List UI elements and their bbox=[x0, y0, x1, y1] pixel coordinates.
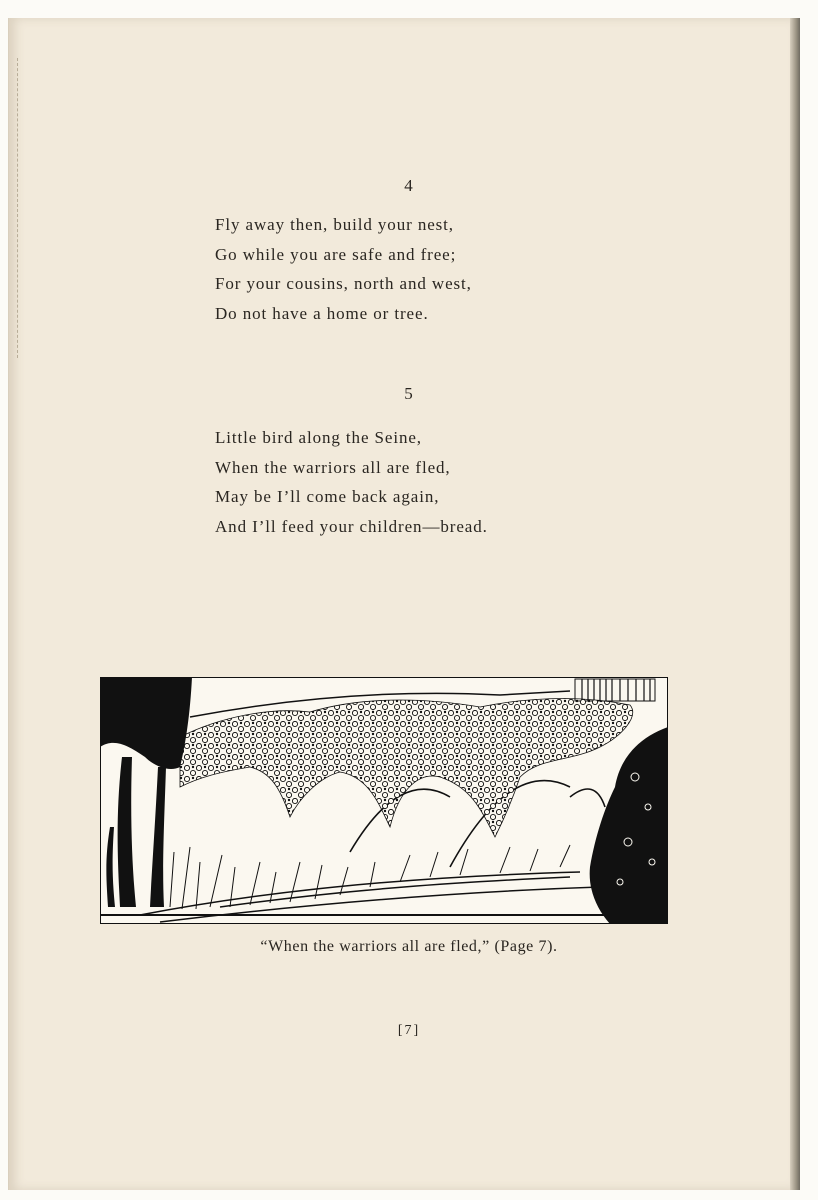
illustration-caption: “When the warriors all are fled,” (Page 7). bbox=[260, 938, 558, 955]
stanza-5 bbox=[215, 423, 488, 541]
spine-stitching bbox=[17, 58, 20, 358]
verse-line: When the warriors all are fled, bbox=[215, 457, 451, 477]
stanza-number: 4 bbox=[404, 176, 414, 195]
verse-line: May be I’ll come back again, bbox=[215, 487, 440, 506]
verse-line: Go while you are safe and free; bbox=[215, 244, 457, 264]
stanza-4 bbox=[215, 210, 472, 328]
verse-line: And I’ll feed your children—bread. bbox=[215, 516, 488, 536]
verse-line: Do not have a home or tree. bbox=[215, 303, 429, 323]
verse-line: For your cousins, north and west, bbox=[215, 274, 472, 293]
stanza-number: 5 bbox=[404, 384, 414, 403]
illustration-bridge-landscape bbox=[100, 677, 668, 924]
verse-line: Little bird along the Seine, bbox=[215, 428, 422, 447]
verse-line: Fly away then, build your nest, bbox=[215, 215, 454, 234]
page-number: [7] bbox=[397, 1023, 421, 1038]
